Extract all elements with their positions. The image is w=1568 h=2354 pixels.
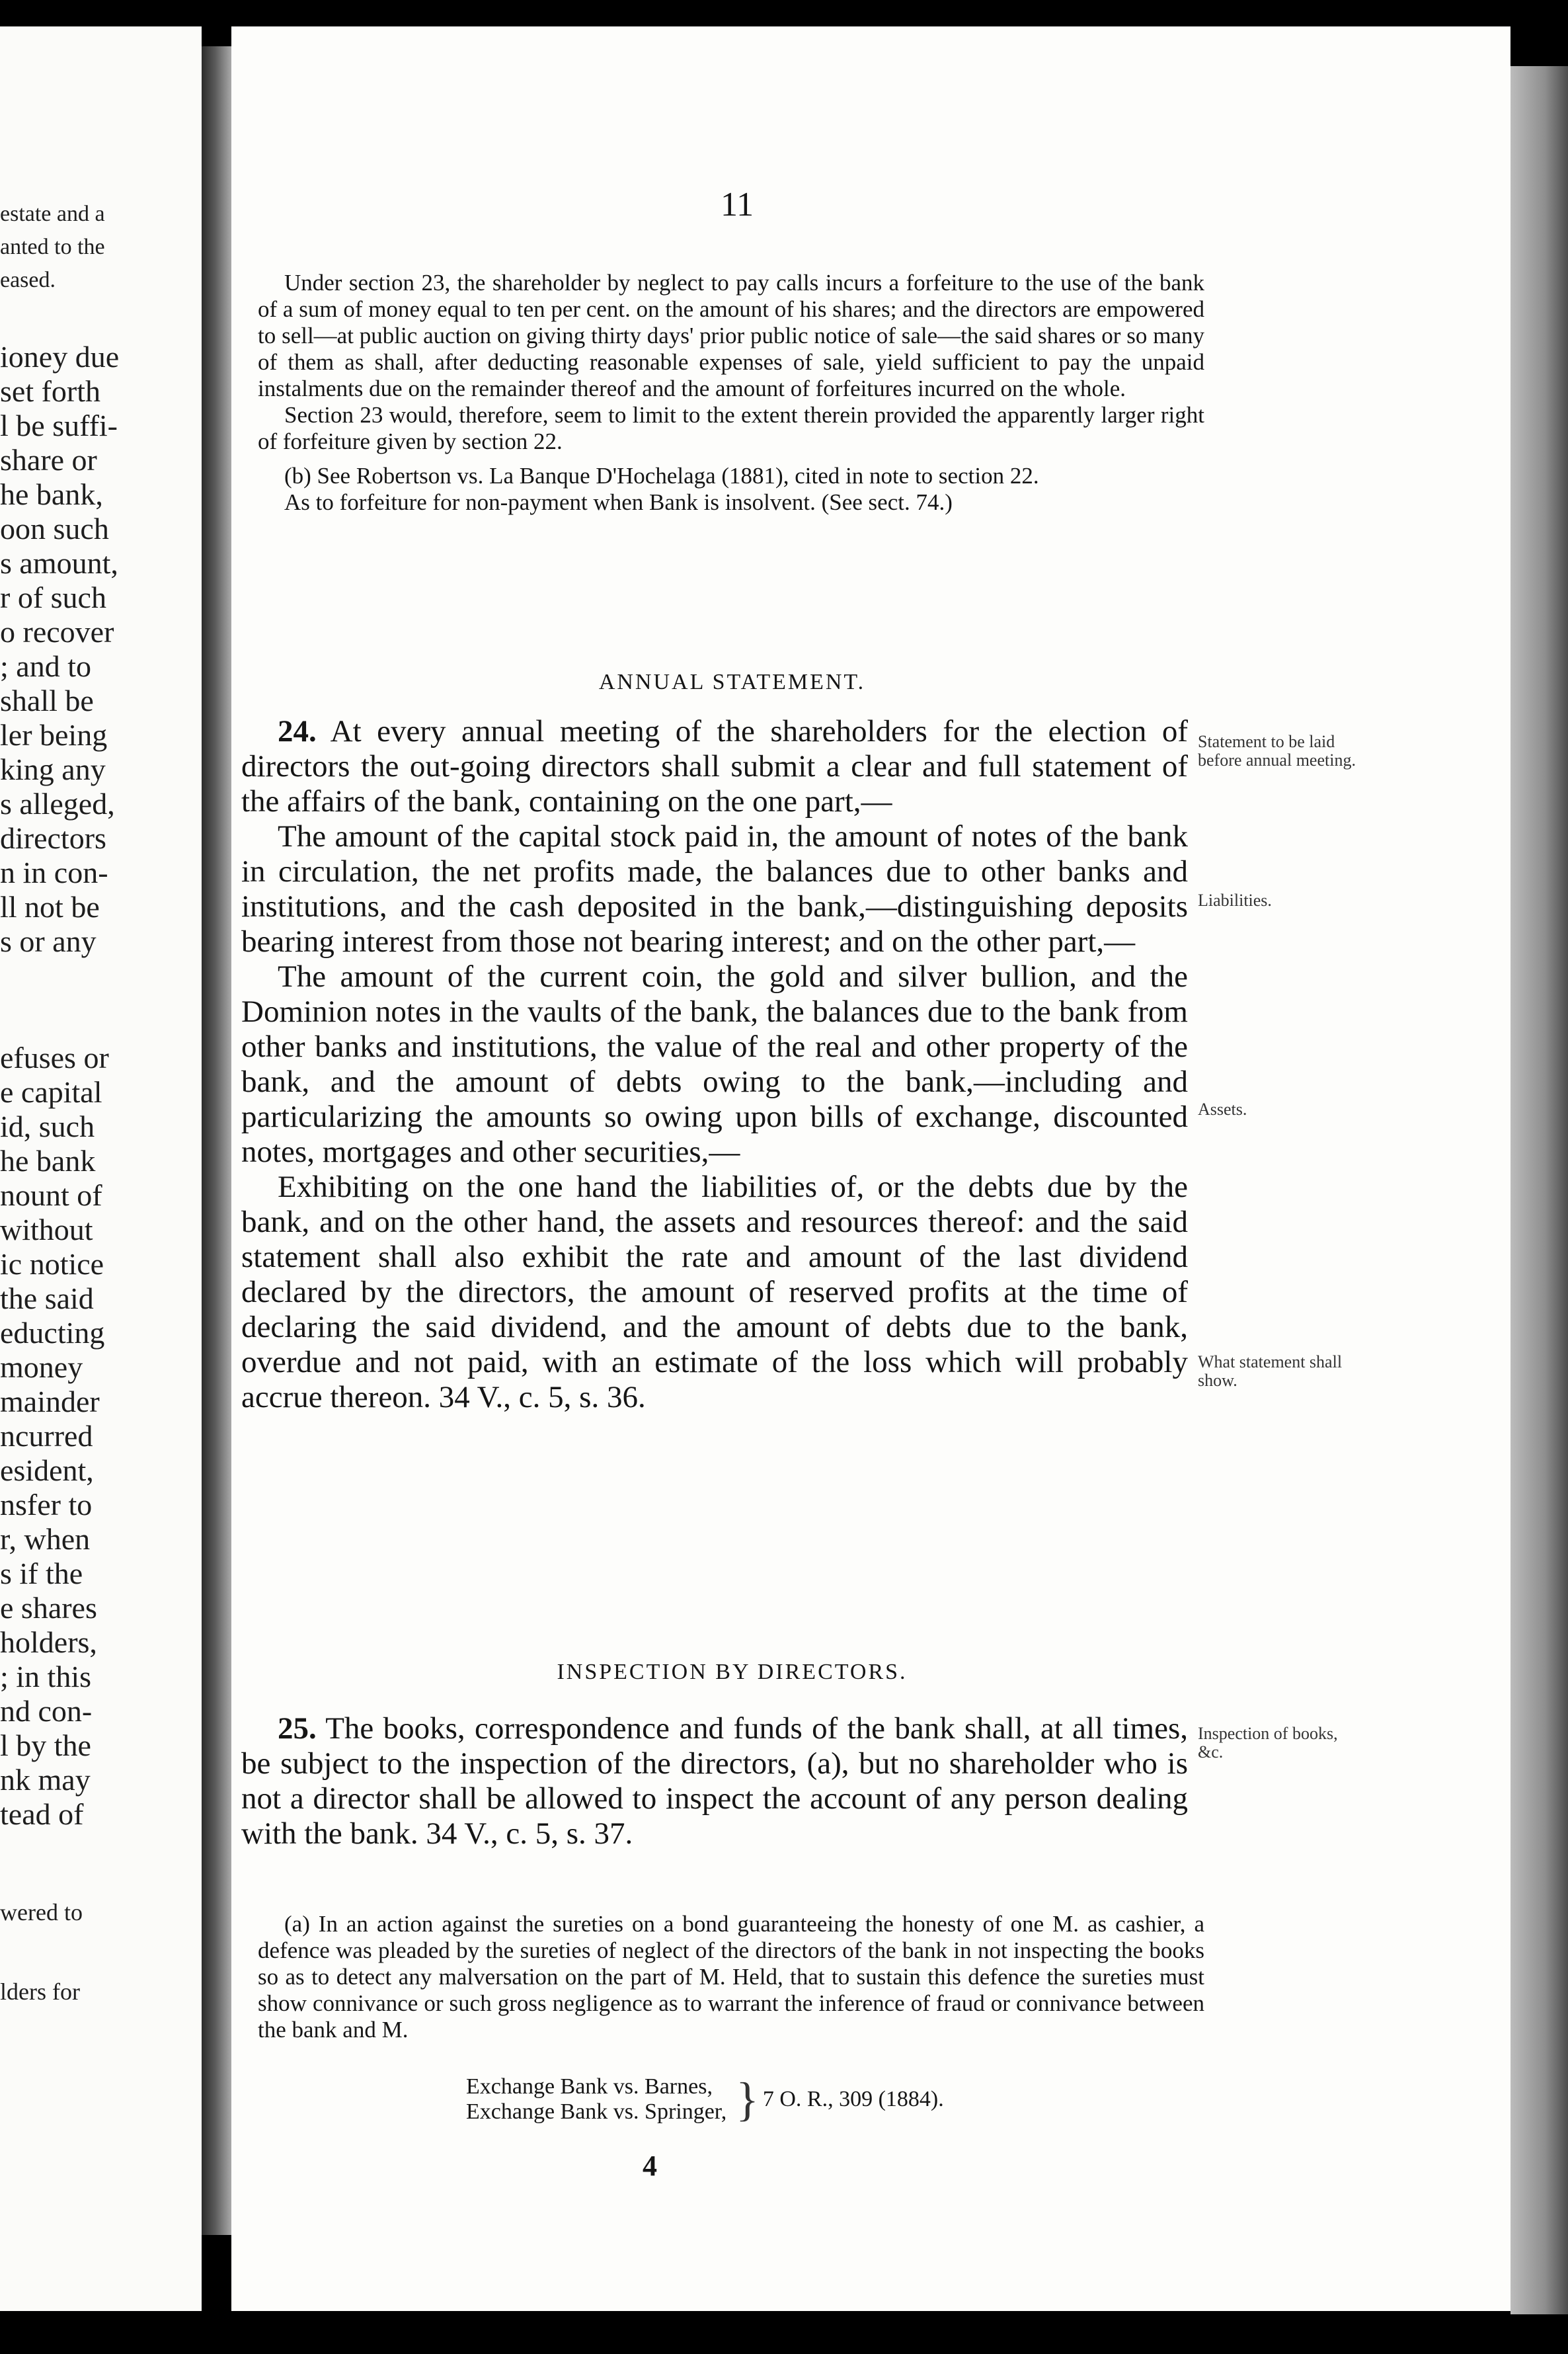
footnote-paragraph: (a) In an action against the sureties on a bond guaranteeing the honesty of one M. as cashier, a defence was pleaded by the sureties of neglect of the directors of the bank in not inspecting the books so as to detect any malversation on the part of M. Held, that to sustain this defence the sureties must show connivance or such gross negligence as to warrant the inference of fraud or connivance between the bank and M.: [258, 1911, 1204, 2043]
left-page-line: holders,: [0, 1625, 97, 1659]
footnote-section-25: [258, 1911, 1204, 2043]
left-page-line: ll not be: [0, 890, 100, 924]
left-page-line: ; in this: [0, 1660, 92, 1693]
section-24: [241, 714, 1188, 1415]
page-number: 11: [721, 186, 754, 223]
left-page-line: ncurred: [0, 1419, 93, 1453]
left-page-line: r, when: [0, 1522, 91, 1556]
left-page-line: oon such: [0, 512, 109, 546]
case-name: Exchange Bank vs. Springer,: [466, 2099, 727, 2124]
left-page-line: lders for: [0, 1978, 80, 2005]
footnote-paragraph: (b) See Robertson vs. La Banque D'Hochelaga (1881), cited in note to section 22.: [284, 463, 1039, 489]
left-page-line: e shares: [0, 1591, 97, 1625]
brace-glyph: }: [736, 2073, 759, 2126]
left-page-line: o recover: [0, 615, 114, 649]
left-page-line: he bank: [0, 1144, 96, 1178]
left-page-line: ler being: [0, 718, 108, 752]
left-page-line: tead of: [0, 1797, 84, 1831]
footnote-section-23: [258, 270, 1204, 516]
footnote-paragraph: As to forfeiture for non-payment when Bank is insolvent. (See sect. 74.): [284, 489, 953, 515]
left-page-line: wered to: [0, 1899, 83, 1926]
signature-mark: 4: [643, 2150, 657, 2182]
margin-note-inspection: Inspection of books, &c.: [1198, 1724, 1338, 1762]
case-names: [466, 2074, 726, 2125]
left-page-line: money: [0, 1350, 83, 1384]
section-25: [241, 1711, 1188, 1851]
section-24-intro: 24. At every annual meeting of the shareholders for the election of directors the out-going directors shall submit a clear and full statement of the affairs of the bank, containing on the one part,—: [241, 714, 1188, 819]
margin-note-liabilities: Liabilities.: [1198, 891, 1272, 910]
left-page-line: the said: [0, 1281, 94, 1315]
left-page-line: king any: [0, 752, 106, 786]
left-page-line: nd con-: [0, 1694, 93, 1728]
section-number: 25.: [278, 1711, 317, 1746]
left-page-line: share or: [0, 443, 97, 477]
left-page-line: nsfer to: [0, 1488, 93, 1522]
left-page-line: without: [0, 1213, 93, 1246]
left-page-line: n in con-: [0, 856, 108, 889]
case-name: Exchange Bank vs. Barnes,: [466, 2074, 713, 2099]
margin-note-assets: Assets.: [1198, 1100, 1247, 1119]
section-24-liabilities: The amount of the capital stock paid in, the amount of notes of the bank in circulation, the net profits made, the balances due to other banks and institutions, and the cash deposited in the bank,—distinguishing deposits bearing interest from those not bearing interest; and on the other part,—: [241, 819, 1188, 959]
left-page-line: l by the: [0, 1728, 91, 1762]
left-page-line: anted to the: [0, 235, 105, 259]
margin-note-what-statement: What statement shall show.: [1198, 1352, 1343, 1390]
case-citation: [466, 2074, 1226, 2125]
left-page-line: mainder: [0, 1385, 100, 1418]
footnote-paragraph: Section 23 would, therefore, seem to limit to the extent therein provided the apparently larger right of forfeiture given by section 22.: [258, 402, 1204, 454]
left-page-line: ; and to: [0, 649, 91, 683]
left-page-line: nk may: [0, 1763, 91, 1797]
section-25-text: 25. The books, correspondence and funds of the bank shall, at all times, be subject to the inspection of the directors, (a), but no shareholder who is not a director shall be allowed to inspect the account of any person dealing with the bank. 34 V., c. 5, s. 37.: [241, 1711, 1188, 1851]
book-gutter-shadow: [202, 46, 231, 2235]
left-page-line: nount of: [0, 1178, 102, 1212]
left-page-line: shall be: [0, 684, 94, 717]
left-page-line: estate and a: [0, 202, 105, 226]
left-page-line: s or any: [0, 924, 97, 958]
left-page-line: esident,: [0, 1453, 94, 1487]
left-page-line: s if the: [0, 1557, 83, 1590]
section-24-exhibiting: Exhibiting on the one hand the liabilities of, or the debts due by the bank, and on the other hand, the assets and resources thereof: and the said statement shall also exhibit the rate and amount of the last dividend declared by the directors, the amount of reserved profits at the time of declaring the said dividend, and the amount of debts due to the bank, overdue and not paid, with an estimate of the loss which will probably accrue thereon. 34 V., c. 5, s. 36.: [241, 1170, 1188, 1414]
left-page-line: id, such: [0, 1110, 95, 1143]
left-page-line: efuses or: [0, 1041, 109, 1075]
left-page-line: set forth: [0, 374, 101, 408]
left-page-line: s alleged,: [0, 787, 115, 821]
section-24-assets: The amount of the current coin, the gold and silver bullion, and the Dominion notes in the vaults of the bank, the balances due to the bank from other banks and institutions, the value of the real and other property of the bank, and the amount of debts owing to the bank,—including and particularizing the amounts so owing upon bills of exchange, discounted notes, mortgages and other securities,—: [241, 959, 1188, 1169]
margin-note-statement: Statement to be laid before annual meeting.: [1198, 732, 1356, 770]
left-page-line: eased.: [0, 268, 56, 292]
left-page-line: e capital: [0, 1075, 102, 1109]
section-number: 24.: [278, 714, 317, 749]
heading-annual-statement: ANNUAL STATEMENT.: [598, 670, 866, 694]
left-page-line: r of such: [0, 581, 106, 614]
left-page-line: l be suffi-: [0, 409, 118, 442]
left-page-line: directors: [0, 821, 106, 855]
left-page-line: ioney due: [0, 340, 120, 374]
heading-inspection-by-directors: INSPECTION BY DIRECTORS.: [557, 1660, 908, 1684]
page-edge-stack: [1510, 66, 1568, 2314]
left-page-line: ic notice: [0, 1247, 104, 1281]
footnote-paragraph: Under section 23, the shareholder by neglect to pay calls incurs a forfeiture to the use of the bank of a sum of money equal to ten per cent. on the amount of his shares; and the directors are empowered to sell—at public auction on giving thirty days' prior public notice of sale—the said shares or so many of them as shall, after deducting reasonable expenses of sale, yield sufficient to pay the unpaid instalments due on the remainder thereof and the amount of forfeitures incurred on the whole.: [258, 270, 1204, 401]
case-reference: 7 O. R., 309 (1884).: [762, 2087, 944, 2111]
left-page-line: he bank,: [0, 477, 103, 511]
left-page-line: s amount,: [0, 546, 118, 580]
left-page-line: educting: [0, 1316, 105, 1350]
left-page: [0, 26, 202, 2311]
right-page: [231, 26, 1510, 2311]
